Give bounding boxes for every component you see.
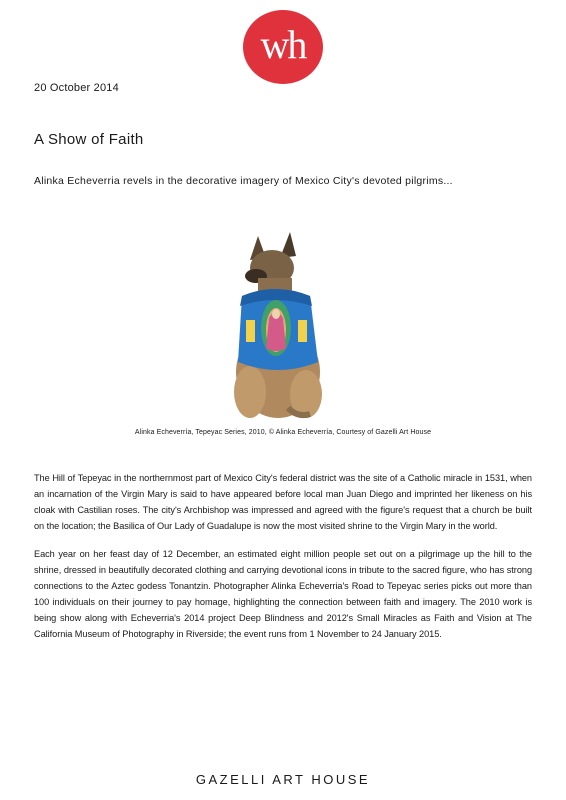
article-standfirst: Alinka Echeverria revels in the decorative imagery of Mexico City's devoted pilgrims...	[34, 175, 453, 187]
article-title: A Show of Faith	[34, 131, 144, 148]
gazelli-logo	[243, 10, 323, 84]
image-caption: Alinka Echeverría, Tepeyac Series, 2010, © Alinka Echeverría, Courtesy of Gazelli Art House	[134, 429, 432, 436]
logo-text: wh	[260, 22, 306, 67]
article-photo	[178, 222, 388, 422]
article-paragraph-2: Each year on her feast day of 12 December, an estimated eight million people set out on a pilgrimage up the hill to the shrine, dressed in beautifully decorated clothing and carrying devotional icons in tribute to the sacred figure, who has strong connections to the Aztec godess Tonantzin. Photographer Alinka Echeverria's Road to Tepeyac series picks out more than 100 individuals on their journey to pay homage, highlighting the connection between faith and imagery. The 2010 work is being show along with Echeverria's 2014 project Deep Blindness and 2012's Small Miracles as Faith and Vision at The California Museum of Photography in Riverside; the event runs from 1 November to 24 January 2015.	[34, 549, 532, 639]
dog-photo-illustration	[178, 222, 388, 422]
footer-gallery-name: GAZELLI ART HOUSE	[195, 772, 371, 787]
article-date: 20 October 2014	[34, 82, 119, 94]
article-paragraph-1: The Hill of Tepeyac in the northernmost part of Mexico City's federal district was the site of a Catholic miracle in 1531, when an incarnation of the Virgin Mary is said to have appeared before local man Juan Diego and imprinted her likeness on his cloak with Castilian roses. The city's Archbishop was impressed and agreed with the figure's request that a church be built on the location; the Basilica of Our Lady of Guadalupe is now the most visited shrine to the Virgin Mary in the world.	[34, 473, 532, 531]
